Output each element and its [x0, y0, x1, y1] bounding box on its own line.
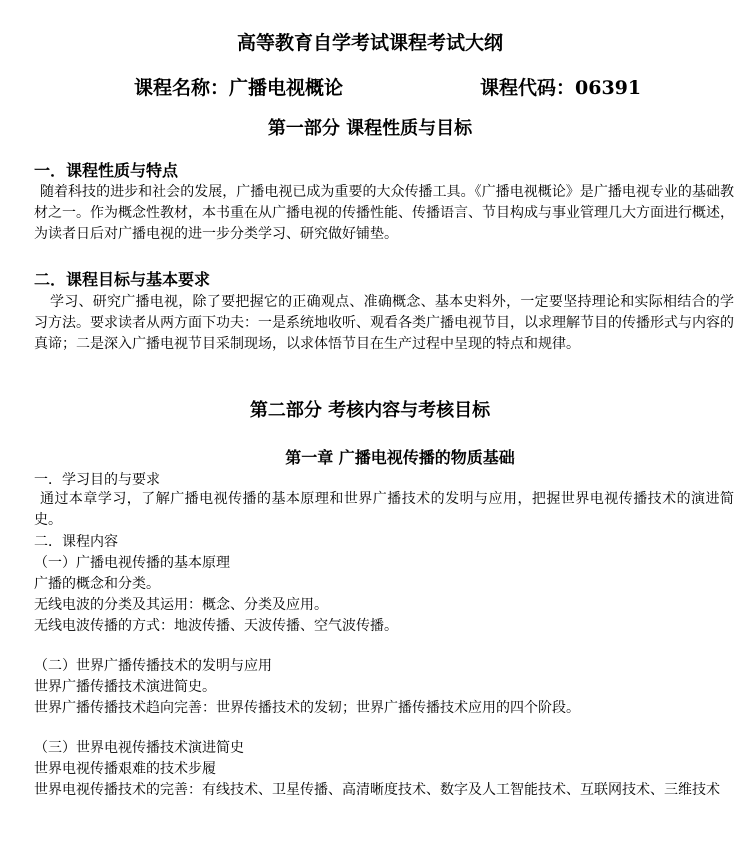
- subsection3-heading: （三）世界电视传播技术演进简史: [34, 740, 244, 756]
- chapter1-title: 第一章 广播电视传播的物质基础: [285, 448, 515, 467]
- subsection2-line: 世界广播传播技术演进简史。: [34, 679, 216, 695]
- subsection1-line: 无线电波传播的方式：地波传播、天波传播、空气波传播。: [34, 618, 398, 634]
- subsection1-line: 广播的概念和分类。: [34, 576, 160, 592]
- subsection1-line: 无线电波的分类及其运用：概念、分类及应用。: [34, 597, 328, 613]
- section-nature-body: 随着科技的进步和社会的发展，广播电视已成为重要的大众传播工具。《广播电视概论》是广播电视专业的基础教材之一。作为概念性教材，本书重在从广播电视的传播性能、传播语言、节目构成与事业管理几大方面进行概述，为读者日后对广播电视的进一步分类学习、研究做好铺垫。: [34, 184, 734, 242]
- section-nature-heading: 一．课程性质与特点: [34, 161, 179, 180]
- course-name: 课程名称：广播电视概论: [134, 77, 344, 99]
- part1-title: 第一部分 课程性质与目标: [267, 118, 473, 139]
- part2-title: 第二部分 考核内容与考核目标: [249, 400, 491, 421]
- section-goals-heading: 二．课程目标与基本要求: [34, 270, 211, 289]
- objectives-heading: 一．学习目的与要求: [34, 472, 160, 488]
- course-code: 课程代码：06391: [480, 77, 642, 99]
- subsection3-line: 世界电视传播艰难的技术步履: [34, 761, 216, 777]
- subsection2-heading: （二）世界广播传播技术的发明与应用: [34, 658, 272, 674]
- section-goals-body: 学习、研究广播电视，除了要把握它的正确观点、准确概念、基本史料外，一定要坚持理论和实际相结合的学习方法。要求读者从两方面下功夫：一是系统地收听、观看各类广播电视节目，以求理解节目的传播形式与内容的真谛；二是深入广播电视节目采制现场，以求体悟节目在生产过程中呈现的特点和规律。: [34, 294, 734, 352]
- course-info: [0, 74, 740, 102]
- content-heading: 二．课程内容: [34, 534, 118, 550]
- subsection1-heading: （一）广播电视传播的基本原理: [34, 555, 230, 571]
- subsection3-line: 世界电视传播技术的完善：有线技术、卫星传播、高清晰度技术、数字及人工智能技术、互联网技术、三维技术: [34, 782, 720, 798]
- document-title: 高等教育自学考试课程考试大纲: [236, 32, 503, 54]
- objectives-body: 通过本章学习，了解广播电视传播的基本原理和世界广播技术的发明与应用，把握世界电视传播技术的演进简史。: [34, 491, 734, 528]
- subsection2-line: 世界广播传播技术趋向完善：世界传播技术的发轫；世界广播传播技术应用的四个阶段。: [34, 700, 580, 716]
